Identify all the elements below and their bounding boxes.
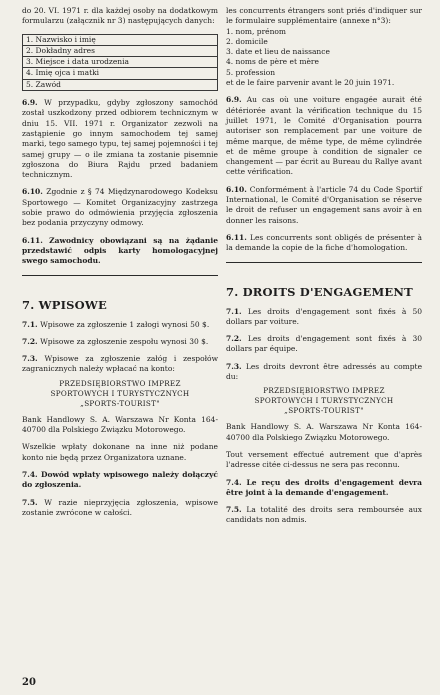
intro-paragraph: les concurrents étrangers sont priés d'indiquer sur le formulaire supplémentaire (annexe n°3): [226, 6, 422, 26]
paragraph-text: Les droits d'engagement sont fixés à 30 dollars par équipe. [226, 334, 422, 354]
payment-note: Wszelkie wpłaty dokonane na inne niż podane konto nie będą przez Organizatora uznane. [22, 442, 218, 462]
paragraph-6-11 [22, 236, 218, 267]
org-line: „SPORTS-TOURIST" [80, 398, 160, 408]
paragraph-7-5 [22, 498, 218, 519]
section-title: 7. DROITS D'ENGAGEMENT [226, 284, 413, 299]
paragraph-text: Les concurrents sont obligés de présenter à la demande la copie de la fiche d'homologation. [226, 232, 422, 253]
paragraph-number: 7.5. [226, 505, 242, 515]
org-line: PRZEDSIĘBIORSTWO IMPREZ [59, 378, 181, 388]
bank-account: Bank Handlowy S. A. Warszawa Nr Konta 164-40700 dla Polskiego Związku Motorowego. [226, 422, 422, 442]
paragraph-number: 6.9. [226, 95, 242, 105]
bank-account: Bank Handlowy S. A. Warszawa Nr Konta 164-40700 dla Polskiego Związku Motorowego. [22, 414, 218, 435]
paragraph-7-2 [226, 334, 422, 355]
org-line: „SPORTS-TOURIST" [284, 406, 364, 416]
personal-data-list [226, 27, 422, 78]
list-item: 3. Miejsce i data urodzenia [22, 56, 218, 67]
paragraph-text: Wpisowe za zgłoszenie załóg i zespołów zagranicznych należy wpłacać na konto: [22, 354, 218, 374]
paragraph-number: 7.4. [226, 477, 242, 487]
paragraph-7-5 [226, 505, 422, 526]
section-divider [22, 275, 218, 276]
org-line: PRZEDSIĘBIORSTWO IMPREZ [263, 386, 385, 396]
paragraph-7-1 [22, 320, 218, 330]
paragraph-number: 6.11. [22, 235, 43, 245]
paragraph-text: Au cas où une voiture engagée aurait été détériorée avant la vérification technique du 15 juillet 1971, le Comité d'Organisation pourra autoriser son remplacement par une voiture de même marque, de même type, de même cylindrée et de même groupe à condition de signaler ce changement — par écrit au Bureau du Rallye avant cette vérification. [226, 95, 422, 177]
paragraph-7-2 [22, 337, 218, 347]
paragraph-number: 7.1. [22, 319, 38, 329]
paragraph-number: 6.10. [22, 187, 43, 197]
paragraph-number: 7.2. [226, 334, 242, 344]
list-item: 1. Nazwisko i imię [22, 34, 218, 45]
section-title: 7. WPISOWE [22, 297, 107, 312]
paragraph-6-11 [226, 233, 422, 254]
org-line: SPORTOWYCH I TURYSTYCZNYCH [50, 388, 190, 398]
intro-paragraph: do 20. VI. 1971 r. dla każdej osoby na dodatkowym formularzu (załącznik nr 3) następujących danych: [22, 6, 218, 26]
list-item: 2. domicile [226, 36, 268, 46]
french-column [226, 6, 422, 533]
paragraph-text: Dowód wpłaty wpisowego należy dołączyć do zgłoszenia. [22, 469, 218, 490]
paragraph-number: 7.3. [22, 354, 38, 364]
paragraph-text: La totalité des droits sera remboursée aux candidats non admis. [226, 505, 422, 525]
paragraph-text: Zawodnicy obowiązani są na żądanie przedstawić odpis karty homologacyjnej swego samochodu. [22, 235, 218, 266]
paragraph-number: 7.3. [226, 361, 242, 371]
list-item: 3. date et lieu de naissance [226, 47, 330, 57]
list-item: 5. profession [226, 67, 276, 77]
paragraph-6-9 [226, 95, 422, 177]
list-item: 1. nom, prénom [226, 26, 287, 36]
list-item: 4. Imię ojca i matki [22, 67, 218, 78]
organization-name [22, 379, 218, 409]
paragraph-number: 7.4. [22, 469, 38, 479]
section-divider [226, 262, 422, 263]
paragraph-text: Zgodnie z § 74 Międzynarodowego Kodeksu Sportowego — Komitet Organizacyjny zastrzega sobie prawo do odmówienia przyjęcia zgłoszenia bez podania przyczyny odmowy. [22, 187, 218, 228]
paragraph-6-10 [226, 185, 422, 226]
polish-column [22, 6, 218, 525]
paragraph-number: 7.2. [22, 336, 38, 346]
paragraph-number: 7.1. [226, 306, 242, 316]
paragraph-6-10 [22, 187, 218, 228]
paragraph-7-1 [226, 307, 422, 328]
paragraph-7-4 [22, 470, 218, 491]
paragraph-number: 7.5. [22, 497, 38, 507]
paragraph-text: W razie nieprzyjęcia zgłoszenia, wpisowe zostanie zwrócone w całości. [22, 497, 219, 517]
paragraph-text: Conformément à l'article 74 du Code Sportif International, le Comité d'Organisation se réserve le droit de refuser un engagement sans avoir à en donner les raisons. [226, 184, 422, 225]
paragraph-text: Wpisowe za zgłoszenie 1 załogi wynosi 50 $. [40, 319, 210, 329]
personal-data-list [22, 34, 218, 91]
list-tail: et de le faire parvenir avant le 20 juin 1971. [226, 78, 395, 88]
payment-note: Tout versement effectué autrement que d'après l'adresse citée ci-dessus ne sera pas reconnu. [226, 449, 422, 470]
paragraph-text: Wpisowe za zgłoszenie zespołu wynosi 30 $. [40, 336, 209, 346]
paragraph-text: Le reçu des droits d'engagement devra être joint à la demande d'engagement. [226, 477, 422, 497]
paragraph-number: 6.11. [226, 232, 247, 242]
paragraph-number: 6.9. [22, 98, 38, 108]
page-number: 20 [22, 677, 36, 688]
paragraph-6-9 [22, 98, 218, 180]
paragraph-text: W przypadku, gdyby zgłoszony samochód został uszkodzony przed odbiorem technicznym w dniu 15. VII. 1971 r. Organizator zezwoli na zastąpienie go innym samochodem tej samej marki, tego samego typu, tej samej pojemności i tej samej grupy — o ile zmiana ta zostanie pisemnie zgłoszona do Biura Rajdu przed badaniem technicznym. [22, 98, 218, 180]
paragraph-7-3 [226, 362, 422, 383]
paragraph-text: Les droits d'engagement sont fixés à 50 dollars par voiture. [226, 306, 422, 326]
paragraph-7-4 [226, 478, 422, 499]
list-item: 5. Zawód [22, 79, 218, 91]
paragraph-text: Les droits devront être adressés au compte du: [226, 361, 423, 382]
org-line: SPORTOWYCH I TURYSTYCZNYCH [254, 396, 394, 406]
organization-name [226, 386, 422, 416]
list-item: 2. Dokładny adres [22, 45, 218, 56]
paragraph-7-3 [22, 354, 218, 375]
list-item: 4. noms de père et mère [226, 57, 319, 67]
paragraph-number: 6.10. [226, 184, 247, 194]
